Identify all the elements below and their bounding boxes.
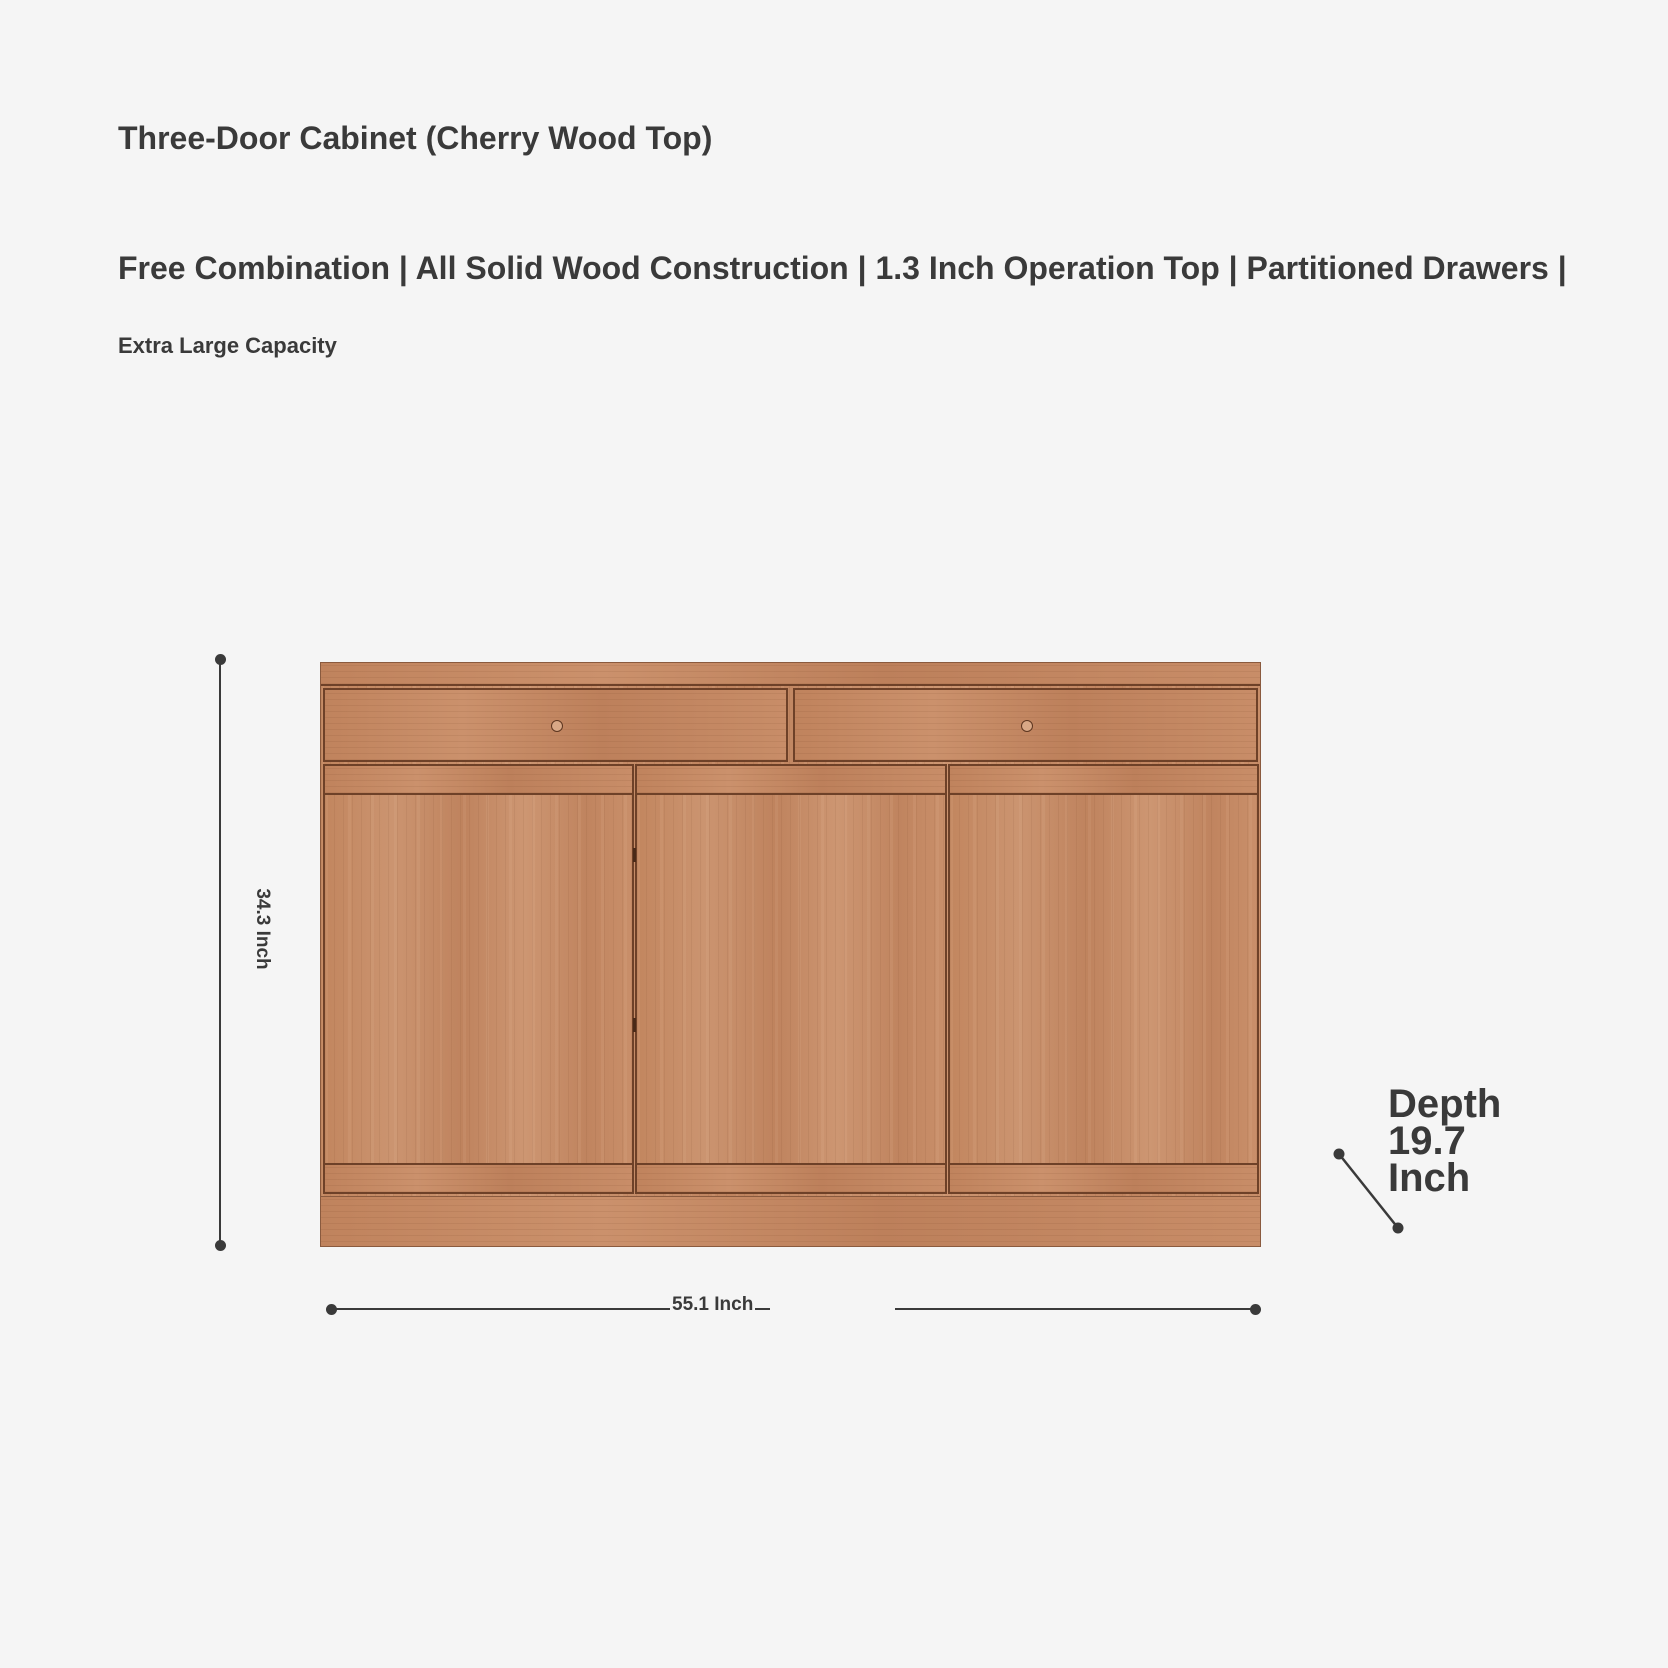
dimension-endpoint [215, 1240, 226, 1251]
cabinet-door-right [948, 764, 1259, 1194]
width-label: 55.1 Inch [672, 1294, 754, 1315]
cabinet-door-left [323, 764, 634, 1194]
dimension-endpoint [215, 654, 226, 665]
dimension-line-gap [770, 1306, 895, 1312]
drawer-right [793, 688, 1258, 762]
door-top-rail [325, 766, 632, 795]
height-label: 34.3 Inch [252, 888, 273, 970]
cabinet-illustration [320, 662, 1261, 1247]
door-top-rail [950, 766, 1257, 795]
cabinet-door-center [635, 764, 947, 1194]
door-bottom-rail [950, 1163, 1257, 1192]
depth-label [1388, 1082, 1502, 1200]
door-bottom-rail [637, 1163, 945, 1192]
dimension-endpoint [326, 1304, 337, 1315]
drawer-left [323, 688, 788, 762]
feature-list: Free Combination | All Solid Wood Construction | 1.3 Inch Operation Top | Partitioned Drawers | [118, 250, 1567, 286]
door-bottom-rail [325, 1163, 632, 1192]
dimension-endpoint [1250, 1304, 1261, 1315]
depth-label-line2: 19.7 [1388, 1119, 1466, 1163]
hinge-icon [633, 848, 636, 862]
height-dimension-line [219, 660, 221, 1246]
product-title: Three-Door Cabinet (Cherry Wood Top) [118, 120, 713, 156]
cabinet-base [321, 1196, 1260, 1247]
depth-label-line3: Inch [1388, 1156, 1471, 1200]
cabinet-top [321, 663, 1260, 686]
door-top-rail [637, 766, 945, 795]
feature-list-continued: Extra Large Capacity [118, 333, 337, 358]
drawer-knob [1021, 720, 1033, 732]
drawer-knob [551, 720, 563, 732]
hinge-icon [633, 1018, 636, 1032]
depth-label-line1: Depth [1388, 1082, 1502, 1126]
